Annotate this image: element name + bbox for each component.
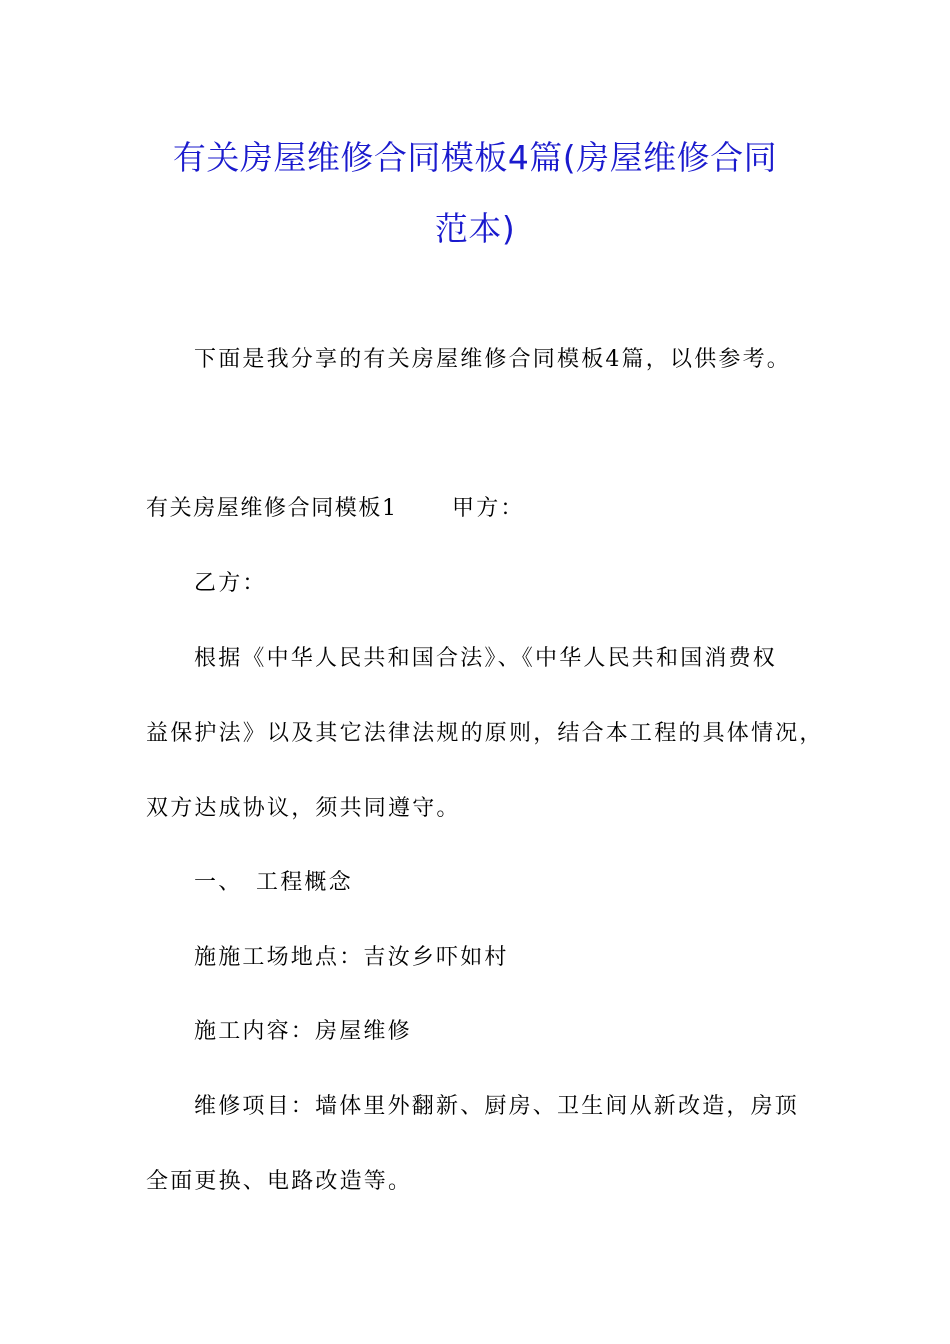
item-number: 一、 bbox=[194, 870, 243, 895]
party-b-label: 乙方： bbox=[194, 571, 267, 596]
intro-paragraph: 下面是我分享的有关房屋维修合同模板4篇，以供参考。 bbox=[194, 347, 791, 372]
repair-items-line2: 全面更换、电路改造等。 bbox=[146, 1169, 413, 1194]
basis-paragraph-line3: 双方达成协议，须共同遵守。 bbox=[146, 796, 461, 821]
party-a-label: 甲方： bbox=[452, 496, 525, 521]
document-title-line1: 有关房屋维修合同模板4篇(房屋维修合同 bbox=[172, 138, 778, 177]
section-heading: 有关房屋维修合同模板1 bbox=[146, 496, 398, 521]
basis-paragraph-line2: 益保护法》以及其它法律法规的原则，结合本工程的具体情况， bbox=[146, 721, 824, 746]
repair-items-line1: 维修项目：墙体里外翻新、厨房、卫生间从新改造，房顶 bbox=[194, 1094, 800, 1119]
basis-paragraph-line1: 根据《中华人民共和国合法》、《中华人民共和国消费权 bbox=[194, 646, 778, 671]
item-title: 工程概念 bbox=[256, 870, 353, 895]
construction-site: 施施工场地点：吉汝乡吓如村 bbox=[194, 945, 509, 970]
document-title-line2: 范本) bbox=[434, 209, 516, 248]
construction-content: 施工内容：房屋维修 bbox=[194, 1019, 412, 1044]
